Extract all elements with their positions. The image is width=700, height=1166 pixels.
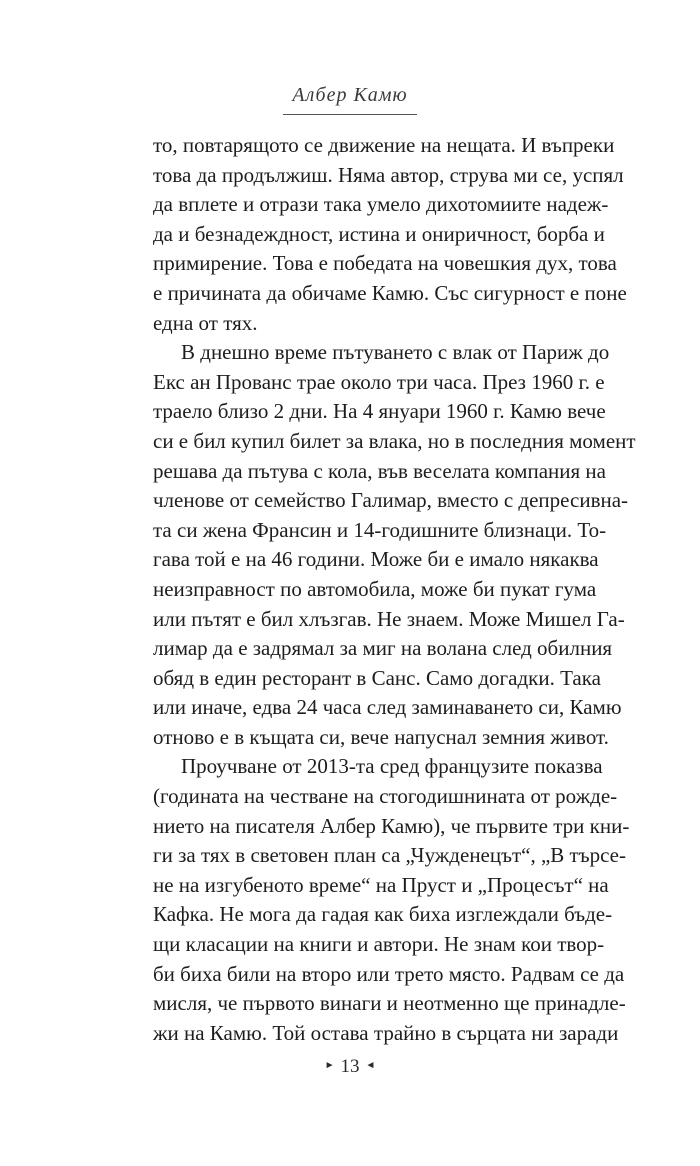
text-line: или иначе, едва 24 часа след заминаването си, Камю <box>153 695 622 720</box>
text-line: жи на Камю. Той остава трайно в сърцата ни заради <box>153 1020 619 1045</box>
text-line: да вплете и отрази така умело дихотомиите надеж- <box>153 192 609 217</box>
text-line: примирение. Това е победата на човешкия дух, това <box>153 251 617 276</box>
body-text <box>153 131 636 1048</box>
text-line: да и безнадеждност, истина и ониричност, борба и <box>153 221 605 246</box>
text-line: (годината на честване на стогодишнината от рожде- <box>153 784 618 809</box>
text-line: ги за тях в световен план са „Чужденецът“, „В търсе- <box>153 843 626 868</box>
header-rule <box>283 114 417 115</box>
text-line: та си жена Франсин и 14-годишните близнаци. То- <box>153 517 607 542</box>
paragraph-start-line: В днешно време пътуването с влак от Париж до <box>181 340 610 365</box>
page-footer <box>0 1056 700 1078</box>
text-line: лимар да е задрямал за миг на волана след обилния <box>153 636 613 661</box>
text-line: гава той е на 46 години. Може би е имало някаква <box>153 547 599 572</box>
text-line: то, повтарящото се движение на нещата. И въпреки <box>153 133 615 157</box>
text-line: би биха били на второ или трето място. Радвам се да <box>153 961 625 986</box>
text-line: нието на писателя Албер Камю), че първите три кни- <box>153 813 630 838</box>
text-line: отново е в къщата си, вече напуснал земния живот. <box>153 724 609 749</box>
text-line: Кафка. Не мога да гадая как биха изглеждали бъде- <box>153 902 613 927</box>
text-line: щи класации на книги и автори. Не знам кои твор- <box>153 932 605 957</box>
running-head: Албер Камю <box>292 84 408 106</box>
left-triangle-icon: ► <box>324 1060 335 1072</box>
text-line: това да продължиш. Няма автор, струва ми се, успял <box>153 162 624 187</box>
text-line: е причината да обичаме Камю. Със сигурност е поне <box>153 280 627 305</box>
paragraph-start-line: Проучване от 2013-та сред французите показва <box>181 754 603 779</box>
text-line: или пътят е бил хлъзгав. Не знаем. Може Мишел Га- <box>153 606 625 631</box>
text-line: траело близо 2 дни. На 4 януари 1960 г. Камю вече <box>153 399 606 424</box>
right-triangle-icon: ◄ <box>365 1060 376 1072</box>
text-line: една от тях. <box>153 310 258 335</box>
text-line: членове от семейство Галимар, вместо с депресивна- <box>153 488 629 513</box>
text-line: Екс ан Прованс трае около три часа. През 1960 г. е <box>153 369 605 394</box>
text-line: обяд в един ресторант в Санс. Само догадки. Така <box>153 665 601 690</box>
page-number: 13 <box>340 1056 360 1077</box>
text-line: мисля, че първото винаги и неотменно ще принадле- <box>153 991 626 1016</box>
text-line: си е бил купил билет за влака, но в последния момент <box>153 428 636 453</box>
text-line: неизправност по автомобила, може би пукат гума <box>153 576 597 601</box>
text-line: не на изгубеното време“ на Пруст и „Процесът“ на <box>153 872 609 897</box>
text-line: решава да пътува с кола, във веселата компания на <box>153 458 606 483</box>
